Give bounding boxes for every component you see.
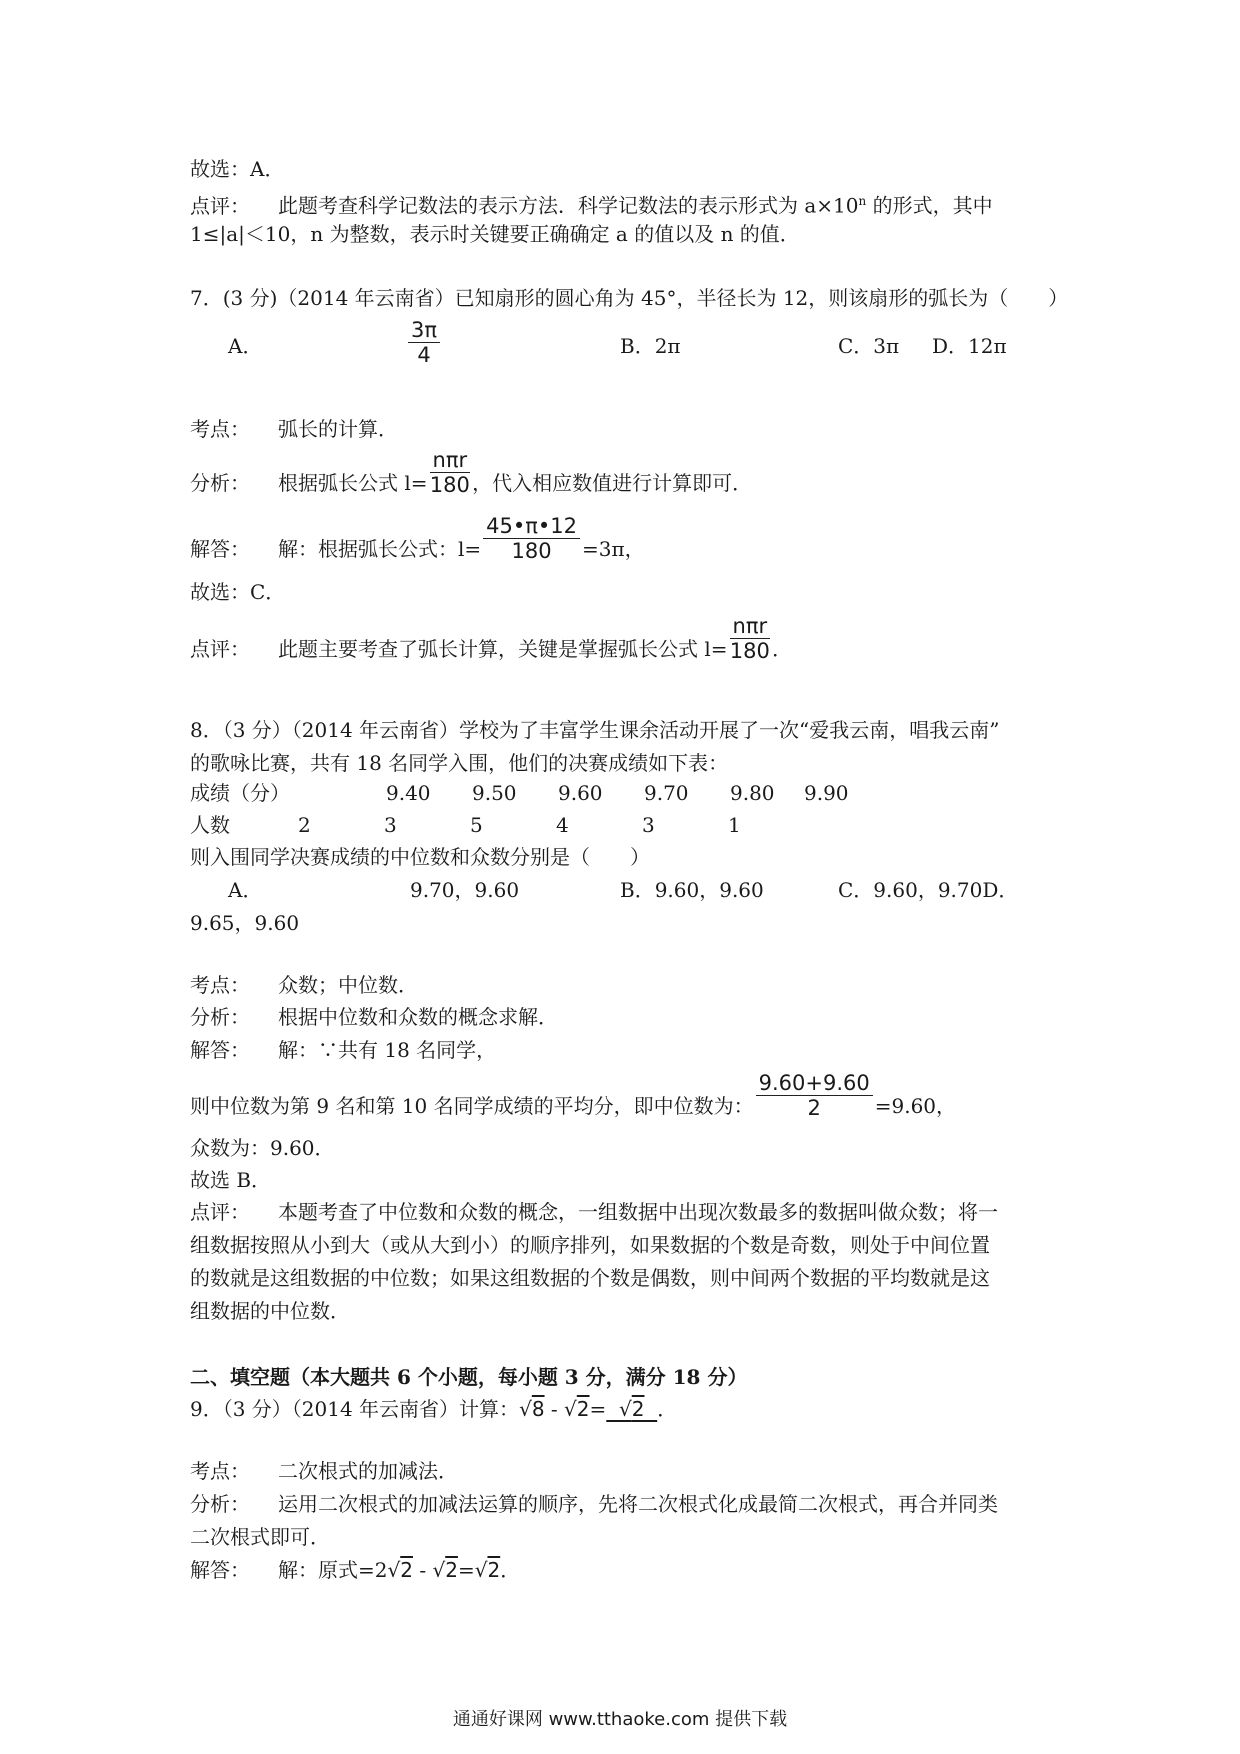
- q8-mode: 众数为：9.60．: [190, 1136, 335, 1160]
- q7-solve-num: 45•π•12: [483, 514, 580, 539]
- q8-median-den: 2: [807, 1096, 821, 1120]
- q8-median-text-b: =9.60，: [874, 1094, 957, 1118]
- q7-point-label: 考点：: [190, 417, 250, 441]
- q8-table-count: 1: [728, 813, 741, 837]
- q8-table-row1-label: 成绩（分）: [190, 781, 290, 805]
- q7-comment-text-a: 此题主要考查了弧长计算，关键是掌握弧长公式 l=: [278, 637, 728, 661]
- q8-median-text-a: 则中位数为第 9 名和第 10 名同学成绩的平均分，即中位数为：: [190, 1094, 754, 1118]
- q8-table-count: 3: [642, 813, 655, 837]
- q8-analysis-label: 分析：: [190, 1005, 250, 1029]
- q8-solve-label: 解答：: [190, 1038, 250, 1062]
- q9-solve-root-1: 2: [400, 1558, 413, 1582]
- q8-option-a: 9.70，9.60: [410, 878, 520, 902]
- q8-table-score: 9.50: [472, 781, 517, 805]
- q9-minus: -: [544, 1397, 565, 1421]
- q6-comment-sup: n: [858, 194, 867, 208]
- q8-option-c: C．9.60，9.70D．: [838, 878, 1019, 902]
- q9-end: ．: [657, 1397, 678, 1421]
- q7-option-c: C．3π: [838, 334, 900, 358]
- q9-analysis-line-1: [190, 1491, 998, 1517]
- q9-answer-blank: √2: [619, 1397, 645, 1421]
- q9-analysis-label: 分析：: [190, 1492, 250, 1516]
- q7-option-b: B．2π: [620, 334, 681, 358]
- q8-table-count: 3: [384, 813, 397, 837]
- q7-analysis-text-a: 根据弧长公式 l=: [278, 471, 428, 495]
- q8-question: 则入围同学决赛成绩的中位数和众数分别是（ ）: [190, 845, 650, 869]
- q9-solve-root-3: 2: [487, 1558, 501, 1582]
- q8-analysis-text: 根据中位数和众数的概念求解．: [278, 1005, 558, 1029]
- q9-sqrt8: √8: [519, 1397, 545, 1421]
- q8-solve-text: 解：∵共有 18 名同学，: [278, 1038, 497, 1062]
- q9-solve-minus: -: [412, 1558, 433, 1582]
- q7-point-text: 弧长的计算．: [278, 417, 398, 441]
- q8-stem-line-2: 的歌咏比赛，共有 18 名同学入围，他们的决赛成绩如下表：: [190, 751, 729, 775]
- q9-solve-label: 解答：: [190, 1558, 250, 1582]
- q7-solve-text-b: =3π，: [582, 537, 645, 561]
- q8-table-score: 9.90: [804, 781, 849, 805]
- q8-option-b: B．9.60，9.60: [620, 878, 764, 902]
- q8-table-row2-label: 人数: [190, 813, 230, 837]
- q8-point: [190, 972, 418, 998]
- q7-analysis-label: 分析：: [190, 471, 250, 495]
- q7-solve-text-a: 解：根据弧长公式：l=: [278, 537, 482, 561]
- q9-point: [190, 1458, 458, 1484]
- q8-median-line: [190, 1071, 957, 1132]
- q8-comment-line-4: 组数据的中位数．: [190, 1299, 350, 1323]
- q8-table-score: 9.70: [644, 781, 689, 805]
- q7-analysis-num: nπr: [430, 448, 471, 473]
- q8-point-text: 众数；中位数．: [278, 973, 418, 997]
- q8-option-a-label: A．: [228, 878, 263, 902]
- q7-comment-den: 180: [729, 639, 770, 663]
- q9-solve-text: 解：原式=2: [278, 1558, 388, 1582]
- q9-solve-end: ．: [500, 1558, 521, 1582]
- q8-comment-label: 点评：: [190, 1200, 250, 1224]
- q6-answer: 故选：A．: [190, 157, 285, 181]
- q8-analysis: [190, 1004, 558, 1030]
- q7-option-a-num: 3π: [408, 318, 440, 343]
- q9-point-text: 二次根式的加减法．: [278, 1459, 458, 1483]
- q7-answer: 故选：C．: [190, 580, 286, 604]
- q6-comment-line-1: [190, 188, 993, 219]
- q9-solve: 解答： 解：原式=2√2 - √2=√2．: [190, 1558, 521, 1582]
- q8-table-score: 9.40: [386, 781, 431, 805]
- q8-comment-line-3: 的数就是这组数据的中位数；如果这组数据的个数是偶数，则中间两个数据的平均数就是这: [190, 1266, 990, 1290]
- q9-solve-equals: =: [457, 1558, 475, 1582]
- q7-option-a-label: A．: [228, 334, 263, 358]
- q8-point-label: 考点：: [190, 973, 250, 997]
- q9-solve-root-2: 2: [445, 1558, 458, 1582]
- q7-solve: [190, 514, 645, 575]
- q6-comment-text-b: 的形式，其中: [866, 193, 993, 218]
- q8-option-d: 9.65，9.60: [190, 911, 300, 935]
- q7-comment-label: 点评：: [190, 637, 250, 661]
- q7-option-d: D．12π: [932, 334, 1007, 358]
- q7-option-a-fraction: [406, 318, 442, 367]
- q8-table-score: 9.60: [558, 781, 603, 805]
- q6-comment-text: 此题考查科学记数法的表示方法．科学记数法的表示形式为 a×10: [278, 193, 859, 218]
- q8-median-num: 9.60+9.60: [756, 1071, 873, 1096]
- q8-table-count: 2: [298, 813, 311, 837]
- q8-solve: [190, 1037, 496, 1063]
- q9-sqrt2: √2: [564, 1397, 590, 1421]
- q8-table-count: 4: [556, 813, 569, 837]
- q8-table-count: 5: [470, 813, 483, 837]
- q8-comment-line-1: [190, 1199, 998, 1225]
- q9-analysis-text-1: 运用二次根式的加减法运算的顺序，先将二次根式化成最简二次根式，再合并同类: [278, 1492, 998, 1516]
- q7-solve-den: 180: [511, 539, 552, 563]
- q7-solve-label: 解答：: [190, 537, 250, 561]
- q7-analysis-den: 180: [429, 473, 470, 497]
- q8-stem-line-1: 8．（3 分）（2014 年云南省）学校为了丰富学生课余活动开展了一次“爱我云南，唱我云南”: [190, 718, 1000, 742]
- q7-analysis-text-b: ，代入相应数值进行计算即可．: [472, 471, 753, 495]
- q7-point: [190, 416, 398, 442]
- q6-comment-label: 点评：: [190, 193, 250, 218]
- q9-analysis-line-2: 二次根式即可．: [190, 1525, 330, 1549]
- section-2-heading: 二、填空题（本大题共 6 个小题，每小题 3 分，满分 18 分）: [190, 1365, 748, 1389]
- q8-table-score: 9.80: [730, 781, 775, 805]
- q8-answer: 故选 B．: [190, 1168, 272, 1192]
- q7-option-a-den: 4: [417, 343, 431, 367]
- q7-analysis: [190, 448, 753, 509]
- q9-stem: [190, 1396, 677, 1422]
- q7-comment-num: nπr: [730, 614, 771, 639]
- q7-comment-text-b: ．: [772, 637, 793, 661]
- q8-comment-line-2: 组数据按照从小到大（或从大到小）的顺序排列，如果数据的个数是奇数，则处于中间位置: [190, 1233, 990, 1257]
- page-footer: 通通好课网 www.tthaoke.com 提供下载: [452, 1709, 788, 1730]
- q7-stem: 7．(3 分)（2014 年云南省）已知扇形的圆心角为 45°，半径长为 12，则该扇形的弧长为（ ）: [190, 286, 1069, 310]
- q6-comment-line-2: 1≤|a|＜10，n 为整数，表示时关键要正确确定 a 的值以及 n 的值．: [190, 222, 800, 246]
- q9-stem-text: 9．（3 分）（2014 年云南省）计算：: [190, 1397, 520, 1421]
- q9-point-label: 考点：: [190, 1459, 250, 1483]
- q7-comment: [190, 614, 793, 675]
- q9-equals: =: [589, 1397, 607, 1421]
- q8-comment-text-1: 本题考查了中位数和众数的概念，一组数据中出现次数最多的数据叫做众数；将一: [278, 1200, 998, 1224]
